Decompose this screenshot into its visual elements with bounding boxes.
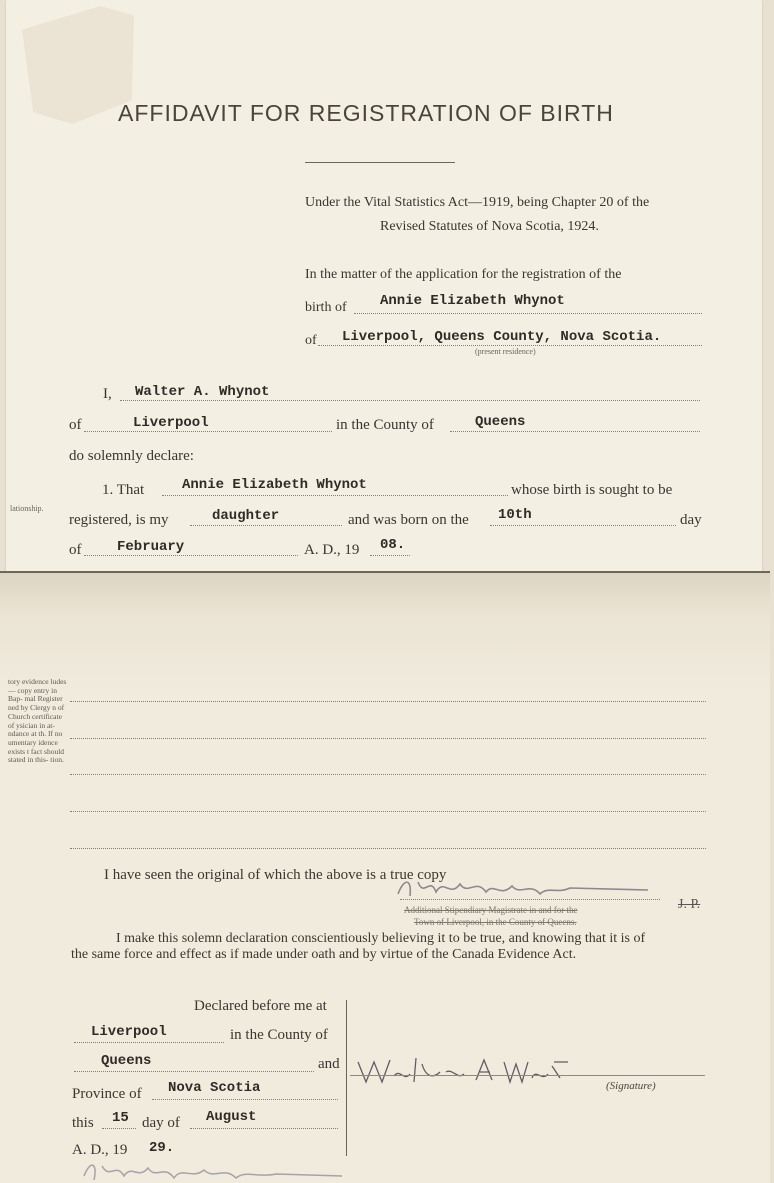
- declared-county-label: in the County of: [230, 1027, 328, 1043]
- evidence-line-3: [70, 774, 706, 775]
- evidence-line-2: [70, 738, 706, 739]
- jp-label: J. P.: [678, 897, 701, 912]
- declared-place-field: Liverpool: [91, 1024, 167, 1040]
- evidence-line-5: [70, 848, 706, 849]
- declared-year-field: 29.: [149, 1140, 175, 1156]
- residence-of-label: of: [305, 333, 317, 348]
- signature-caption: (Signature): [606, 1080, 656, 1092]
- declared-this-label: this: [72, 1115, 94, 1131]
- declared-and-label: and: [318, 1056, 340, 1072]
- margin-relationship-note: lationship.: [10, 504, 44, 513]
- document-title: AFFIDAVIT FOR REGISTRATION OF BIRTH: [118, 100, 614, 126]
- jp-lower-signature-scrawl: [80, 1158, 350, 1183]
- declared-province-label: Province of: [72, 1086, 142, 1102]
- birth-of-line: [354, 313, 702, 314]
- declarant-i-label: I,: [103, 386, 112, 402]
- day-word: day: [680, 512, 702, 528]
- declarant-county-line: [450, 431, 700, 432]
- declarant-of-label: of: [69, 417, 82, 433]
- declared-day-field: 15: [112, 1110, 129, 1126]
- declared-day-of-label: day of: [142, 1115, 180, 1131]
- birth-year-field: 08.: [380, 537, 406, 553]
- relationship-field: daughter: [212, 508, 280, 524]
- month-of-label: of: [69, 542, 82, 558]
- clause-1-name-field: Annie Elizabeth Whynot: [182, 477, 367, 493]
- declared-month-line: [190, 1128, 338, 1129]
- magistrate-town: Town of Liverpool, in the County of Queens.: [414, 917, 577, 927]
- child-name-field: Annie Elizabeth Whynot: [380, 293, 565, 309]
- declared-place-line: [74, 1042, 224, 1043]
- declarant-place-field: Liverpool: [133, 415, 209, 431]
- born-on-text: and was born on the: [348, 512, 469, 528]
- birth-month-line: [84, 555, 298, 556]
- birth-of-label: birth of: [305, 300, 347, 315]
- residence-caption: (present residence): [475, 347, 536, 356]
- residence-field: Liverpool, Queens County, Nova Scotia.: [342, 329, 662, 345]
- residence-line: [318, 345, 702, 346]
- declared-month-field: August: [206, 1109, 257, 1125]
- declared-county-field: Queens: [101, 1053, 152, 1069]
- magistrate-title: Additional Stipendiary Magistrate in and for the: [404, 905, 578, 915]
- declare-text: do solemnly declare:: [69, 448, 194, 464]
- birth-year-line: [370, 555, 410, 556]
- evidence-line-4: [70, 811, 706, 812]
- birth-day-field: 10th: [498, 507, 532, 523]
- evidence-line-1: [70, 701, 706, 702]
- statute-line-2: Revised Statutes of Nova Scotia, 1924.: [380, 219, 599, 234]
- title-rule: [305, 162, 455, 163]
- declarant-county-field: Queens: [475, 414, 526, 430]
- relationship-line: [190, 525, 342, 526]
- matter-line-1: In the matter of the application for the registration of the: [305, 267, 622, 282]
- solemn-line-1: I make this solemn declaration conscientiously believing it to be true, and knowing that it is of: [116, 931, 646, 946]
- declared-province-line: [152, 1099, 338, 1100]
- birth-ad-label: A. D., 19: [304, 542, 360, 558]
- birth-month-field: February: [117, 539, 185, 555]
- certification-text: I have seen the original of which the above is a true copy: [104, 867, 447, 883]
- statute-line-1: Under the Vital Statistics Act—1919, being Chapter 20 of the: [305, 195, 650, 210]
- clause-1-sought-text: whose birth is sought to be: [511, 482, 673, 498]
- paper-fold: [0, 571, 770, 688]
- declarant-signature: [354, 1048, 574, 1098]
- declared-ad-label: A. D., 19: [72, 1142, 128, 1158]
- jp-signature-scrawl: [390, 872, 660, 906]
- clause-1-name-line: [162, 495, 508, 496]
- clause-1-registered-text: registered, is my: [69, 512, 169, 528]
- declarant-county-label: in the County of: [336, 417, 434, 433]
- clause-1-prefix: 1. That: [102, 482, 145, 498]
- declarant-signature-line: [350, 1075, 705, 1076]
- declarant-name-field: Walter A. Whynot: [135, 384, 270, 400]
- declared-county-line: [74, 1071, 314, 1072]
- jp-signature-line: [400, 899, 660, 900]
- declarant-place-line: [84, 431, 332, 432]
- birth-day-line: [490, 525, 676, 526]
- declarant-name-line: [120, 400, 700, 401]
- solemn-line-2: the same force and effect as if made under oath and by virtue of the Canada Evidence Act.: [71, 947, 577, 962]
- signature-divider: [346, 1000, 347, 1156]
- declared-day-line: [102, 1128, 136, 1129]
- declared-heading: Declared before me at: [194, 998, 327, 1014]
- declared-province-field: Nova Scotia: [168, 1080, 261, 1096]
- margin-evidence-note: tory evidence ludes — copy entry in Bap- mal Register ned by Clergy n of Church certificate of ysician in at- ndance at th. If no umentary idence exists t fact should stated in this- tion.: [8, 677, 67, 765]
